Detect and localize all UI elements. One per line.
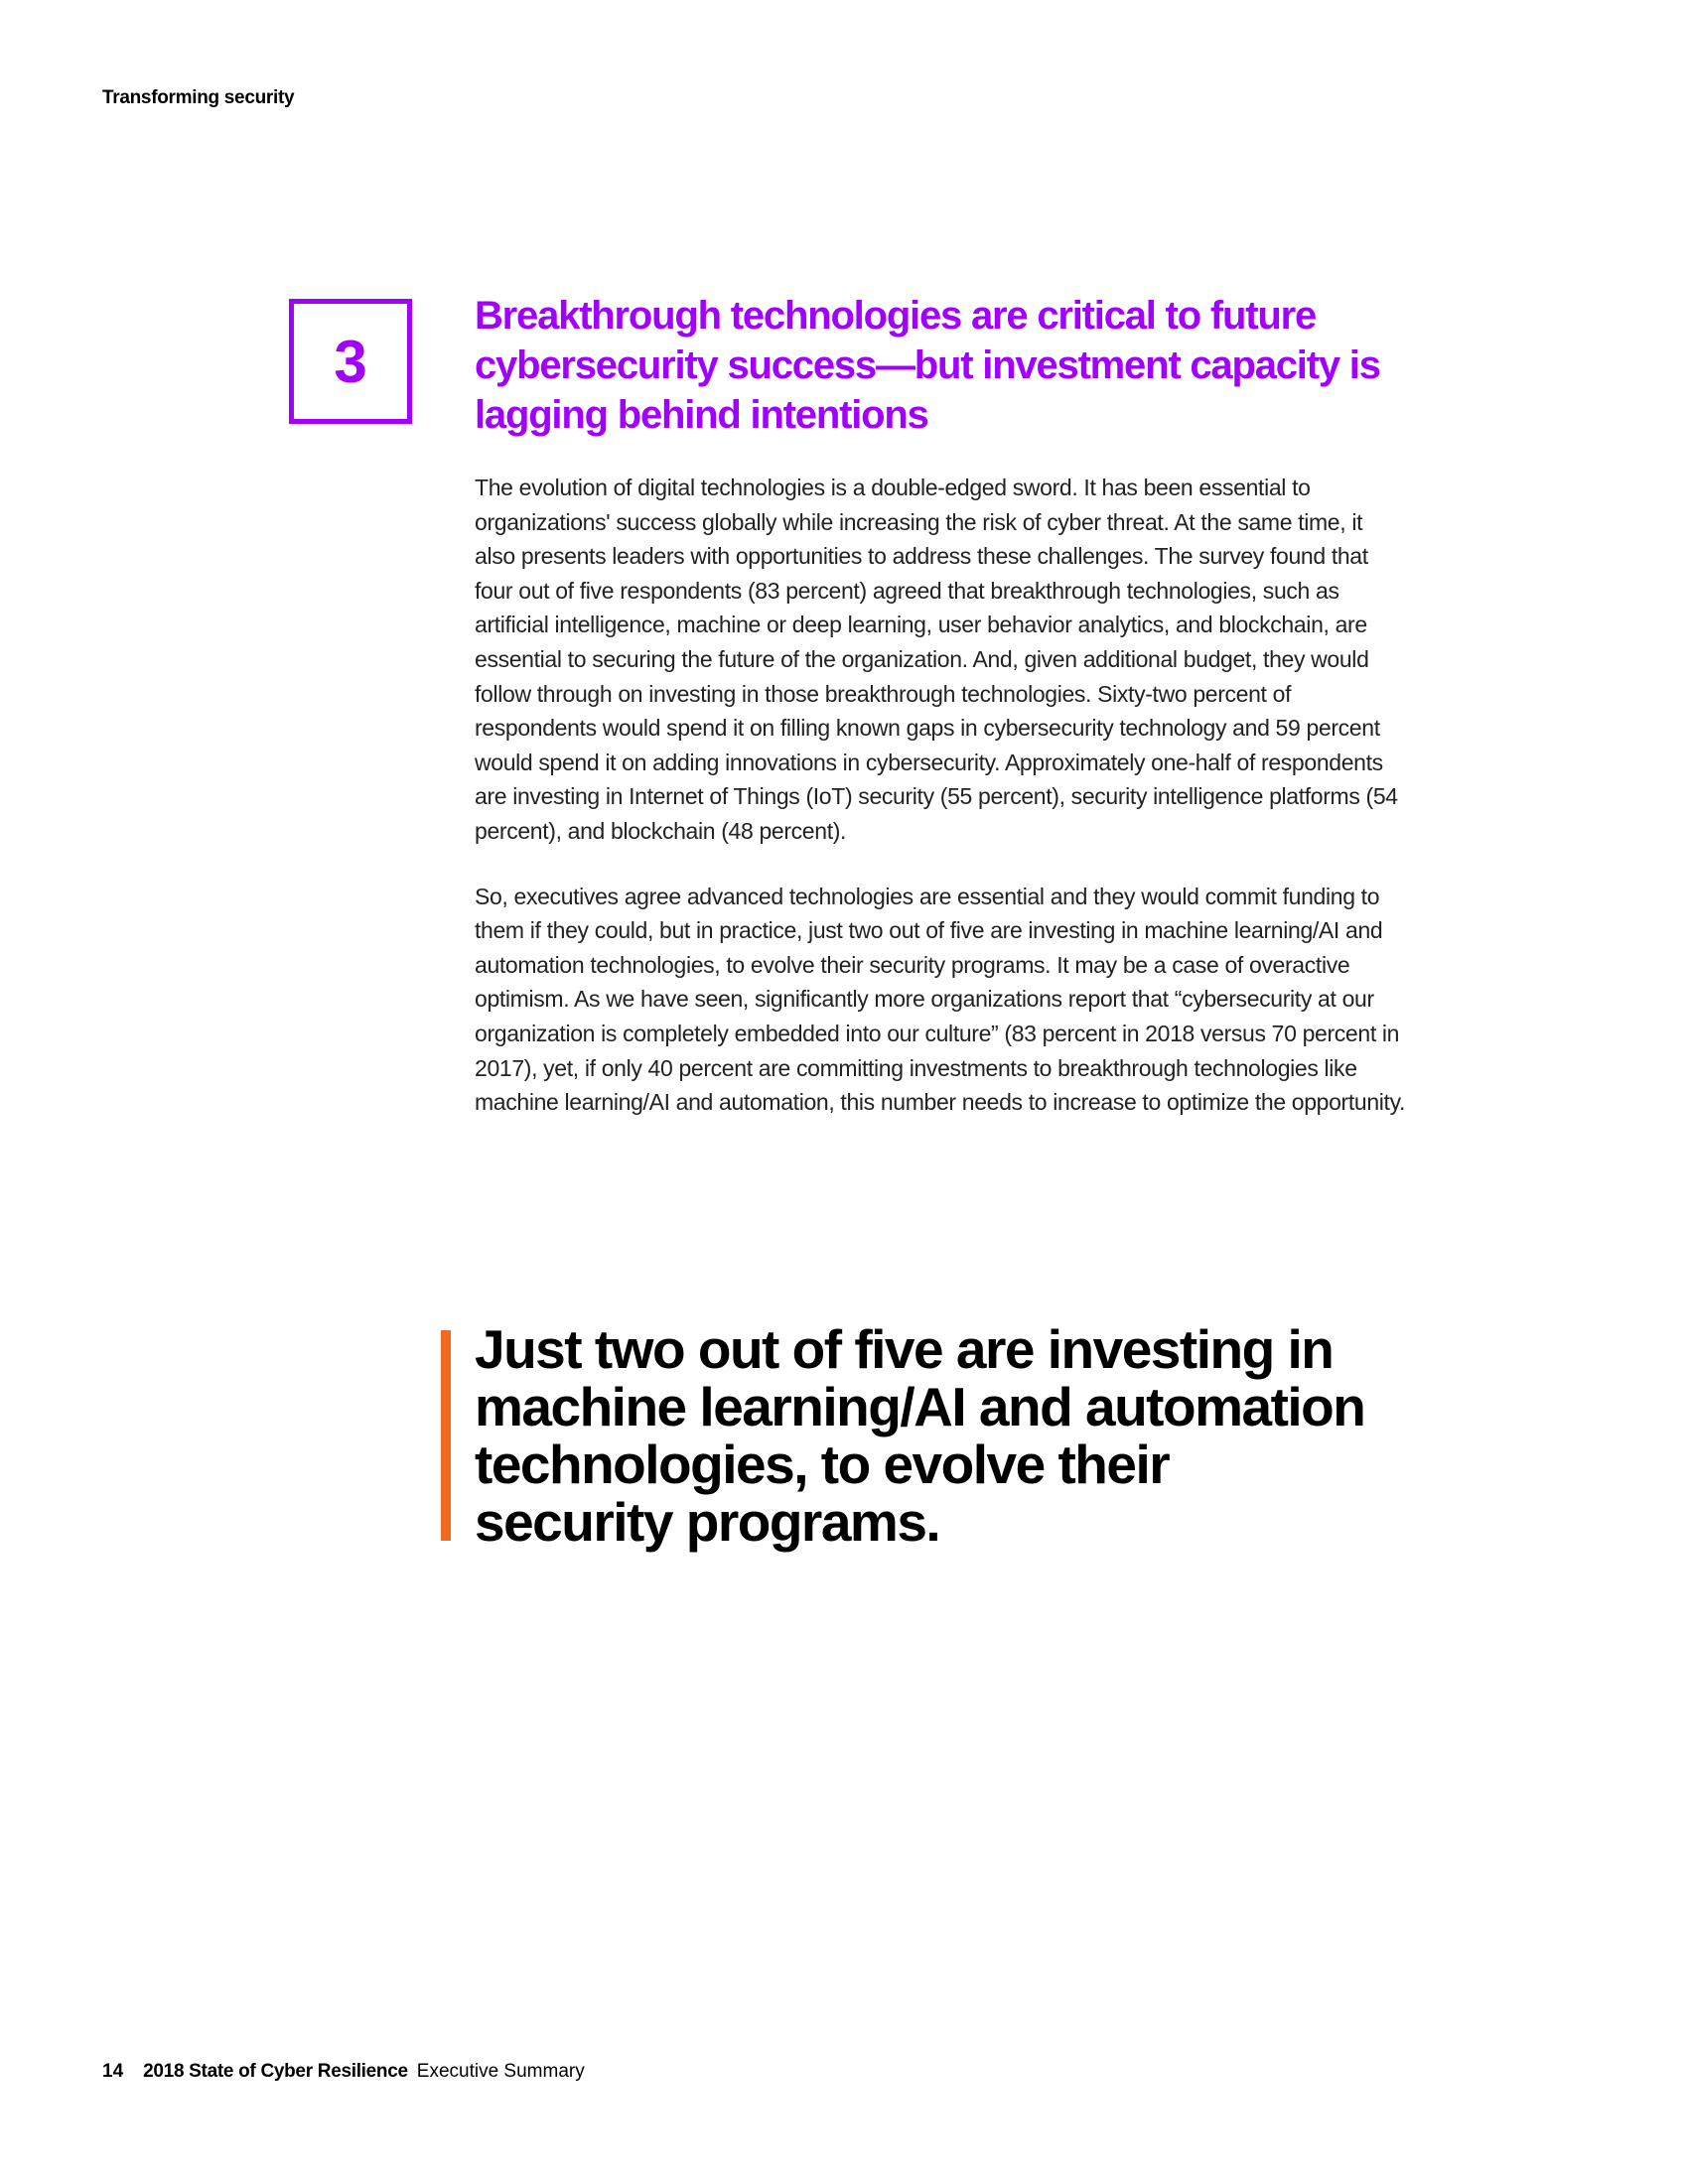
pull-quote-bar (441, 1330, 451, 1541)
section-heading: Breakthrough technologies are critical to future cybersecurity success—but investment capacity is lagging behind intentions (475, 294, 1380, 437)
section-number-box (289, 299, 412, 424)
page-footer (102, 2061, 585, 2083)
page-number: 14 (102, 2061, 124, 2082)
body-paragraph: So, executives agree advanced technologies are essential and they would commit funding to them if they could, but in practice, just two out of five are investing in machine learning/AI and automation technologies, to evolve their security programs. It may be a case of overactive optimism. As we have seen, significantly more organizations report that “cybersecurity at our organization is completely embedded into our culture” (83 percent in 2018 versus 70 percent in 2017), yet, if only 40 percent are committing investments to breakthrough technologies like machine learning/AI and automation, this number needs to increase to optimize the opportunity. (475, 883, 1406, 1116)
pull-quote-text: Just two out of five are investing in machine learning/AI and automation technologies, to evolve their security programs. (475, 1318, 1365, 1553)
section-label: Transforming security (102, 87, 295, 108)
body-text (475, 471, 1408, 1151)
report-title: 2018 State of Cyber Resilience (143, 2061, 408, 2082)
body-paragraph: The evolution of digital technologies is a double-edged sword. It has been essential to organizations' success globally while increasing the risk of cyber threat. At the same time, it also presents leaders with opportunities to address these challenges. The survey found that four out of five respondents (83 percent) agreed that breakthrough technologies, such as artificial intelligence, machine or deep learning, user behavior analytics, and blockchain, are essential to securing the future of the organization. And, given additional budget, they would follow through on investing in those breakthrough technologies. Sixty-two percent of respondents would spend it on filling known gaps in cybersecurity technology and 59 percent would spend it on adding innovations in cybersecurity. Approximately one-half of respondents are investing in Internet of Things (IoT) security (55 percent), security intelligence platforms (54 percent), and blockchain (48 percent). (475, 475, 1398, 844)
report-subtitle: Executive Summary (416, 2061, 585, 2082)
section-number: 3 (334, 328, 367, 395)
